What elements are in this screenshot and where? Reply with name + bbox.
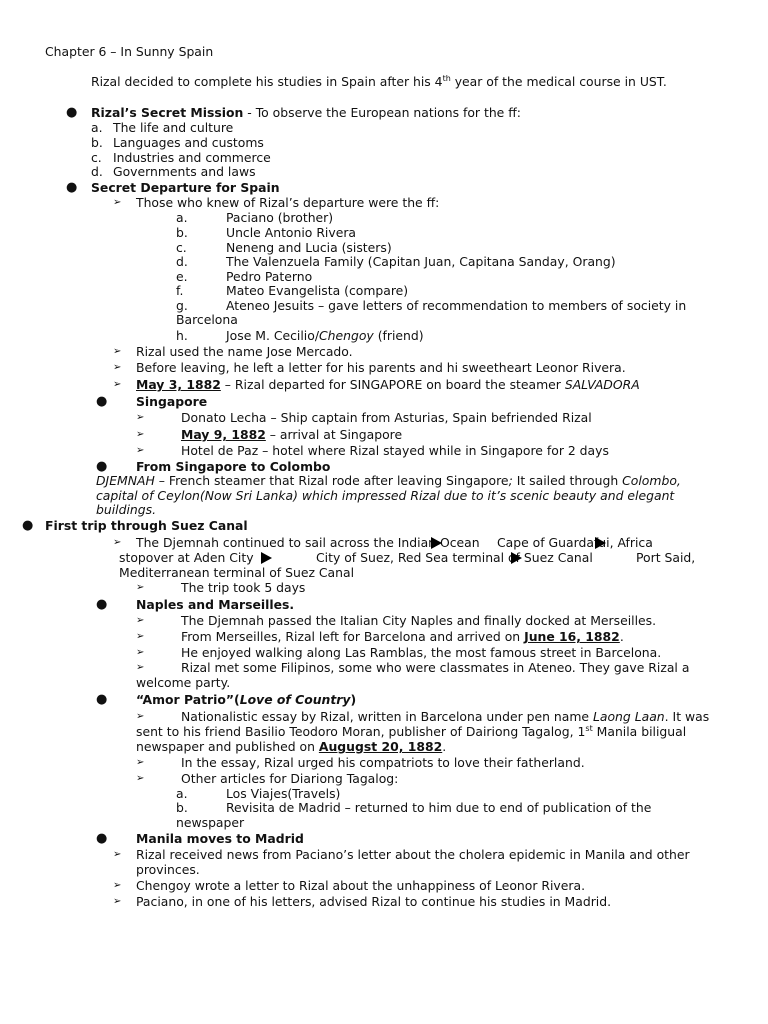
naples-line-1: The Djemnah passed the Italian City Naples and finally docked at Merseilles.	[181, 613, 657, 628]
naples-heading: Naples and Marseilles.	[136, 597, 295, 612]
madrid-line-1-cont: provinces.	[136, 862, 200, 877]
bullet-icon: ●	[66, 180, 78, 195]
list-item-marker: g.	[176, 298, 188, 313]
date-highlight: Augugst 20, 1882	[318, 739, 443, 754]
list-item-continuation: Barcelona	[176, 312, 238, 327]
suez-segment-4: City of Suez, Red Sea terminal of Suez Canal	[316, 550, 593, 565]
route-arrow-icon	[511, 552, 522, 564]
suez-segment-3: stopover at Aden City	[119, 550, 254, 565]
arrow-bullet-icon: ➢	[113, 896, 122, 907]
list-item-marker: a.	[176, 786, 188, 801]
list-item-text: Los Viajes(Travels)	[226, 786, 341, 801]
naples-line-4-cont: welcome party.	[136, 675, 231, 690]
arrow-bullet-icon: ➢	[113, 379, 122, 390]
amor-line-1: Nationalistic essay by Rizal, written in Barcelona under pen name Laong Laan. It was	[181, 709, 710, 724]
suez-segment-6: Mediterranean terminal of Suez Canal	[119, 565, 355, 580]
bullet-icon: ●	[96, 831, 108, 846]
intro-paragraph: Rizal decided to complete his studies in Spain after his 4th year of the medical course in UST.	[91, 73, 667, 89]
list-item-marker: b.	[176, 800, 188, 815]
list-item-text: The life and culture	[113, 120, 234, 135]
bullet-icon: ●	[66, 105, 78, 120]
naples-line-2: From Merseilles, Rizal left for Barcelona and arrived on June 16, 1882.	[181, 629, 624, 644]
arrow-bullet-icon: ➢	[136, 445, 145, 456]
departure-intro: Those who knew of Rizal’s departure were the ff:	[136, 195, 440, 210]
date-highlight: June 16, 1882	[524, 629, 620, 644]
list-item: b.	[91, 135, 103, 150]
arrow-bullet-icon: ➢	[136, 412, 145, 423]
departure-date-line: May 3, 1882 – Rizal departed for SINGAPORE on board the steamer SALVADORA	[136, 377, 640, 392]
route-arrow-icon	[431, 537, 442, 549]
list-item: d.	[91, 164, 103, 179]
list-item-marker: b.	[176, 225, 188, 240]
madrid-line-1: Rizal received news from Paciano’s letter about the cholera epidemic in Manila and other	[136, 847, 690, 862]
list-item-marker: h.	[176, 328, 188, 343]
singapore-date-line: May 9, 1882 – arrival at Singapore	[181, 427, 403, 442]
arrow-bullet-icon: ➢	[136, 582, 145, 593]
colombo-line-2: capital of Ceylon(Now Sri Lanka) which impressed Rizal due to it’s scenic beauty and elegant	[96, 488, 675, 503]
list-item-marker: f.	[176, 283, 184, 298]
chapter-title: Chapter 6 – In Sunny Spain	[45, 44, 214, 59]
arrow-bullet-icon: ➢	[136, 711, 145, 722]
list-item-text: Paciano (brother)	[226, 210, 334, 225]
secret-mission-heading: Rizal’s Secret Mission	[91, 105, 244, 120]
list-item-text: Mateo Evangelista (compare)	[226, 283, 409, 298]
suez-segment-1: The Djemnah continued to sail across the Indian Ocean	[136, 535, 480, 550]
arrow-bullet-icon: ➢	[113, 346, 122, 357]
bullet-icon: ●	[22, 518, 34, 533]
secret-mission-line: Rizal’s Secret Mission - To observe the European nations for the ff:	[91, 105, 521, 120]
colombo-line-3: buildings.	[96, 502, 157, 517]
arrow-bullet-icon: ➢	[113, 880, 122, 891]
suez-segment-5: Port Said,	[636, 550, 696, 565]
arrow-bullet-icon: ➢	[136, 647, 145, 658]
arrow-bullet-icon: ➢	[113, 197, 122, 208]
list-item-continuation: newspaper	[176, 815, 245, 830]
list-item-text: Pedro Paterno	[226, 269, 313, 284]
date-highlight: May 9, 1882	[181, 427, 266, 442]
list-item-text: Governments and laws	[113, 164, 256, 179]
date-highlight: May 3, 1882	[136, 377, 221, 392]
arrow-bullet-icon: ➢	[136, 773, 145, 784]
list-item-marker: c.	[176, 240, 187, 255]
list-item-text: Industries and commerce	[113, 150, 271, 165]
bullet-icon: ●	[96, 597, 108, 612]
colombo-line-1: DJEMNAH – French steamer that Rizal rode after leaving Singapore; It sailed through Colombo,	[96, 473, 681, 488]
amor-line-2: sent to his friend Basilio Teodoro Moran, publisher of Dairiong Tagalog, 1st Manila biligual	[136, 723, 687, 739]
madrid-line-2: Chengoy wrote a letter to Rizal about the unhappiness of Leonor Rivera.	[136, 878, 586, 893]
arrow-bullet-icon: ➢	[136, 615, 145, 626]
list-item-text: Jose M. Cecilio/Chengoy (friend)	[226, 328, 424, 343]
list-item-text: Ateneo Jesuits – gave letters of recommendation to members of society in	[226, 298, 687, 313]
arrow-bullet-icon: ➢	[113, 362, 122, 373]
bullet-icon: ●	[96, 459, 108, 474]
bullet-icon: ●	[96, 692, 108, 707]
list-item-marker: a.	[176, 210, 188, 225]
amor-line-5: Other articles for Diariong Tagalog:	[181, 771, 399, 786]
singapore-heading: Singapore	[136, 394, 208, 409]
list-item-marker: d.	[176, 254, 188, 269]
lecha-line: Donato Lecha – Ship captain from Asturias, Spain befriended Rizal	[181, 410, 592, 425]
arrow-bullet-icon: ➢	[113, 537, 122, 548]
list-item: c.	[91, 150, 102, 165]
arrow-bullet-icon: ➢	[136, 631, 145, 642]
arrow-bullet-icon: ➢	[136, 429, 145, 440]
list-item-text: Neneng and Lucia (sisters)	[226, 240, 392, 255]
mercado-line: Rizal used the name Jose Mercado.	[136, 344, 353, 359]
route-arrow-icon	[261, 552, 272, 564]
arrow-bullet-icon: ➢	[136, 662, 145, 673]
hotel-line: Hotel de Paz – hotel where Rizal stayed while in Singapore for 2 days	[181, 443, 609, 458]
departure-heading: Secret Departure for Spain	[91, 180, 280, 195]
list-item-text: The Valenzuela Family (Capitan Juan, Capitana Sanday, Orang)	[226, 254, 616, 269]
list-item-text: Languages and customs	[113, 135, 264, 150]
madrid-line-3: Paciano, in one of his letters, advised Rizal to continue his studies in Madrid.	[136, 894, 612, 909]
amor-line-3: newspaper and published on Augugst 20, 1882.	[136, 739, 447, 754]
list-item-text: Revisita de Madrid – returned to him due to end of publication of the	[226, 800, 652, 815]
suez-segment-2: Cape of Guardafui, Africa	[497, 535, 653, 550]
trip-days-line: The trip took 5 days	[181, 580, 306, 595]
naples-line-4: Rizal met some Filipinos, some who were classmates in Ateneo. They gave Rizal a	[181, 660, 690, 675]
arrow-bullet-icon: ➢	[113, 849, 122, 860]
naples-line-3: He enjoyed walking along Las Ramblas, the most famous street in Barcelona.	[181, 645, 662, 660]
colombo-heading: From Singapore to Colombo	[136, 459, 331, 474]
route-arrow-icon	[595, 537, 606, 549]
list-item-text: Uncle Antonio Rivera	[226, 225, 357, 240]
list-item-marker: e.	[176, 269, 188, 284]
amor-line-4: In the essay, Rizal urged his compatriots to love their fatherland.	[181, 755, 585, 770]
amor-heading: “Amor Patrio”(Love of Country)	[136, 692, 357, 707]
madrid-heading: Manila moves to Madrid	[136, 831, 304, 846]
bullet-icon: ●	[96, 394, 108, 409]
letter-line: Before leaving, he left a letter for his parents and hi sweetheart Leonor Rivera.	[136, 360, 626, 375]
arrow-bullet-icon: ➢	[136, 757, 145, 768]
list-item: a.	[91, 120, 103, 135]
suez-heading: First trip through Suez Canal	[45, 518, 248, 533]
